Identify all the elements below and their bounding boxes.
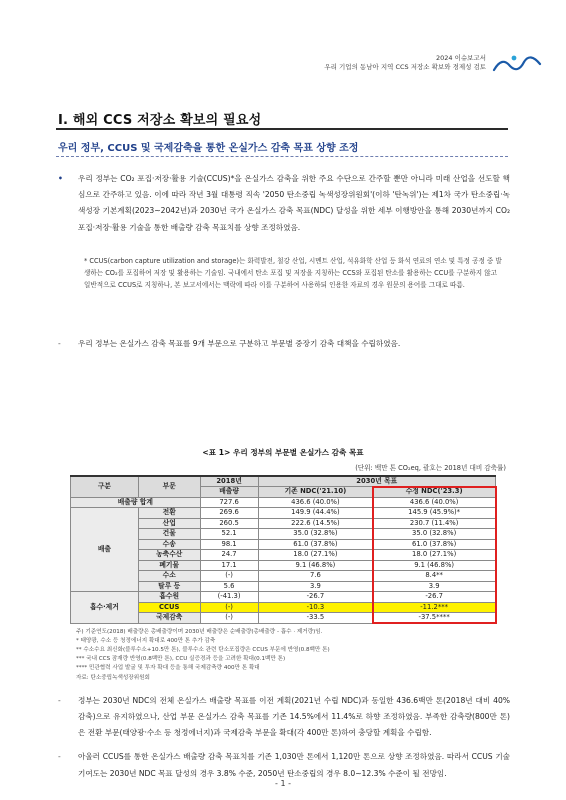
cell-sector: 국제감축 <box>138 613 200 624</box>
cell-old: 3.9 <box>258 581 373 592</box>
dash-marker: - <box>58 339 61 348</box>
cell-old: 61.0 (37.8%) <box>258 539 373 550</box>
cell-2018: 260.5 <box>200 518 258 529</box>
cell-old: 7.6 <box>258 571 373 582</box>
paragraph-text: 아울러 CCUS를 통한 온실가스 배출량 감축 목표치를 기존 1,030만 톤에서 1,120만 톤으로 상향 조정하였음. 따라서 CCUS 기술 기여도는 2030년 NDC 목표 달성의 경우 3.8% 수준, 2050년 탄소중립의 경우 8.0~12.3% 수준이 될 전망임. <box>78 752 510 778</box>
cell-old: -10.3 <box>258 602 373 613</box>
table-note: **** 민관협력 사업 발굴 및 투자 확대 등을 통해 국제감축량 400만 톤 확대 <box>76 665 260 672</box>
header-old-ndc: 기존 NDC('21.10) <box>258 487 373 498</box>
cell-old: 149.9 (44.4%) <box>258 508 373 519</box>
header-2018-sub: 배출량 <box>200 487 258 498</box>
cell-sector: 수송 <box>138 539 200 550</box>
cell-old: 222.6 (14.5%) <box>258 518 373 529</box>
paragraph-text: 우리 정부는 CO₂ 포집·저장·활용 기술(CCUS)*을 온실가스 감축을 위한 주요 수단으로 간주할 뿐만 아니라 미래 산업을 선도할 핵심으로 간주하고 있음. 이에 따라 작년 3월 대통령 직속 '2050 탄소중립 녹색성장위원회'(이하 '탄녹위')는 제1차 국가 탄소중립·녹색성장 기본계획(2023~2042년)과 2030년 국가 온실가스 감축 목표(NDC) 달성을 위한 세부 이행방안을 통해 2030년까지 CO₂ 포집·저장·활용 기술을 통한 배출량 감축 목표치를 상향 조정하였음. <box>78 174 510 232</box>
header-new-ndc: 수정 NDC('23.3) <box>373 487 496 498</box>
cell-new: 3.9 <box>373 581 496 592</box>
cell-old: 35.0 (32.8%) <box>258 529 373 540</box>
header-gubun: 구분 <box>71 476 139 497</box>
paragraph-text: 정부는 2030년 NDC의 전체 온실가스 배출량 목표를 이전 계획(2021년 수립 NDC)과 동일한 436.6백만 톤(2018년 대비 40% 감축)으로 유지하였으나, 산업 부문 온실가스 감축 목표를 기존 14.5%에서 11.4%로 하향 조정하였음. 부족한 감축량(800만 톤)은 전환 부문(태양광·수소 등 청정에너지)과 국제감축 부문을 확대(각 400만 톤)하여 충당할 계획을 수립함. <box>78 695 510 738</box>
cell-new: 145.9 (45.9%)* <box>373 508 496 519</box>
paragraph-text: 우리 정부는 온실가스 감축 목표를 9개 부문으로 구분하고 부문별 중장기 감축 대책을 수립하였음. <box>78 339 401 348</box>
cell-2018: 98.1 <box>200 539 258 550</box>
table-note: ** 수소수요 최신화(블루수소+10.5만 톤), 블루수소 관련 탄소포집량은 CCUS 부문에 반영(0.8백만 톤) <box>76 646 330 653</box>
cell-new: -37.5**** <box>373 613 496 624</box>
cell-old: -26.7 <box>258 592 373 603</box>
cell-2018: (-) <box>200 571 258 582</box>
cell-sector: 수소 <box>138 571 200 582</box>
bullet-marker: • <box>58 174 63 183</box>
cell-sector: CCUS <box>138 602 200 613</box>
table-source: 자료: 탄소중립녹색성장위원회 <box>76 674 150 681</box>
section-divider <box>56 128 508 130</box>
cell-2018: 5.6 <box>200 581 258 592</box>
cell-new: 436.6 (40.0%) <box>373 497 496 508</box>
paragraph-ccus-target <box>58 749 510 781</box>
subsection-title: 우리 정부, CCUS 및 국제감축을 통한 온실가스 감축 목표 상향 조정 <box>58 143 359 154</box>
paragraph-sector-targets <box>58 336 510 352</box>
header-text <box>324 54 486 72</box>
cell-2018: 727.6 <box>200 497 258 508</box>
cell-2018: (-41.3) <box>200 592 258 603</box>
paragraph-ndc-adjustment <box>58 693 510 742</box>
cell-sector: 전환 <box>138 508 200 519</box>
cell-2018: (-) <box>200 613 258 624</box>
cell-old: 18.0 (27.1%) <box>258 550 373 561</box>
cell-old: 436.6 (40.0%) <box>258 497 373 508</box>
cell-new: 35.0 (32.8%) <box>373 529 496 540</box>
cell-sector: 폐기물 <box>138 560 200 571</box>
page-number: - 1 - <box>275 779 291 788</box>
cell-sector: 흡수원 <box>138 592 200 603</box>
subsection-divider <box>56 156 508 157</box>
cell-2018: 269.6 <box>200 508 258 519</box>
wave-logo-icon <box>492 52 542 74</box>
report-year-title: 2024 이슈보고서 <box>435 54 486 62</box>
section-title: Ⅰ. 해외 CCS 저장소 확보의 필요성 <box>58 113 262 128</box>
cell-2018: (-) <box>200 602 258 613</box>
header-bumun: 부문 <box>138 476 200 497</box>
cell-old: 9.1 (46.8%) <box>258 560 373 571</box>
report-subtitle: 우리 기업의 동남아 지역 CCS 저장소 확보와 경제성 검토 <box>324 63 486 71</box>
header-2018: 2018년 <box>200 476 258 487</box>
cell-sector: 탈루 등 <box>138 581 200 592</box>
cell-2018: 17.1 <box>200 560 258 571</box>
cell-sector: 산업 <box>138 518 200 529</box>
emission-target-table <box>70 475 496 624</box>
cell-new: 9.1 (46.8%) <box>373 560 496 571</box>
cell-new: -26.7 <box>373 592 496 603</box>
table-caption: <표 1> 우리 정부의 부문별 온실가스 감축 목표 <box>202 448 364 457</box>
header-2030: 2030년 목표 <box>258 476 495 487</box>
cell-2018: 24.7 <box>200 550 258 561</box>
cell-new: 8.4** <box>373 571 496 582</box>
total-label: 배출량 합계 <box>71 497 201 508</box>
cell-new: 18.0 (27.1%) <box>373 550 496 561</box>
cell-sector: 농축수산 <box>138 550 200 561</box>
table-note: 주) 기준연도(2018) 배출량은 총배출량이며 2030년 배출량은 순배출량(총배출량 - 흡수 · 제거량)임. <box>76 628 323 635</box>
cell-new: 230.7 (11.4%) <box>373 518 496 529</box>
paragraph-ccus-intro <box>58 171 510 236</box>
dash-marker: - <box>58 752 61 762</box>
report-header <box>324 52 542 74</box>
cell-new: 61.0 (37.8%) <box>373 539 496 550</box>
table-unit: (단위: 백만 톤 CO₂eq, 괄호는 2018년 대비 감축률) <box>355 464 506 472</box>
group-absorb: 흡수·제거 <box>71 592 139 624</box>
table-note: *** 국내 CCS 잠재량 반영(0.8백만 톤), CCU 실증경과 등을 고려한 확대(0.1백만 톤) <box>76 656 286 663</box>
table-row <box>71 592 496 603</box>
cell-sector: 건물 <box>138 529 200 540</box>
dash-marker: - <box>58 695 61 705</box>
footnote-ccus-definition: * CCUS(carbon capture utilization and storage)는 화력발전, 철강 산업, 시멘트 산업, 석유화학 산업 등 화석 연료의 연소 및 특정 공정 중 발생하는 CO₂를 포집하여 저장 및 활용하는 기술임. 국내에서 탄소 포집 및 저장을 지칭하는 CCS와 포집된 탄소를 활용하는 CCU를 구분하지 않고 일반적으로 CCUS로 지칭하나, 본 보고서에서는 맥락에 따라 이를 구분하여 사용하되 인용한 자료의 경우 원문의 용어를 그대로 따름. <box>84 257 502 290</box>
table-notes <box>76 628 506 683</box>
cell-old: -33.5 <box>258 613 373 624</box>
cell-new: -11.2*** <box>373 602 496 613</box>
table-row-total <box>71 497 496 508</box>
table-row <box>71 508 496 519</box>
group-emission: 배출 <box>71 508 139 592</box>
cell-2018: 52.1 <box>200 529 258 540</box>
table-note: * 태양광, 수소 등 청정에너지 확대로 400만 톤 추가 감축 <box>76 637 216 644</box>
